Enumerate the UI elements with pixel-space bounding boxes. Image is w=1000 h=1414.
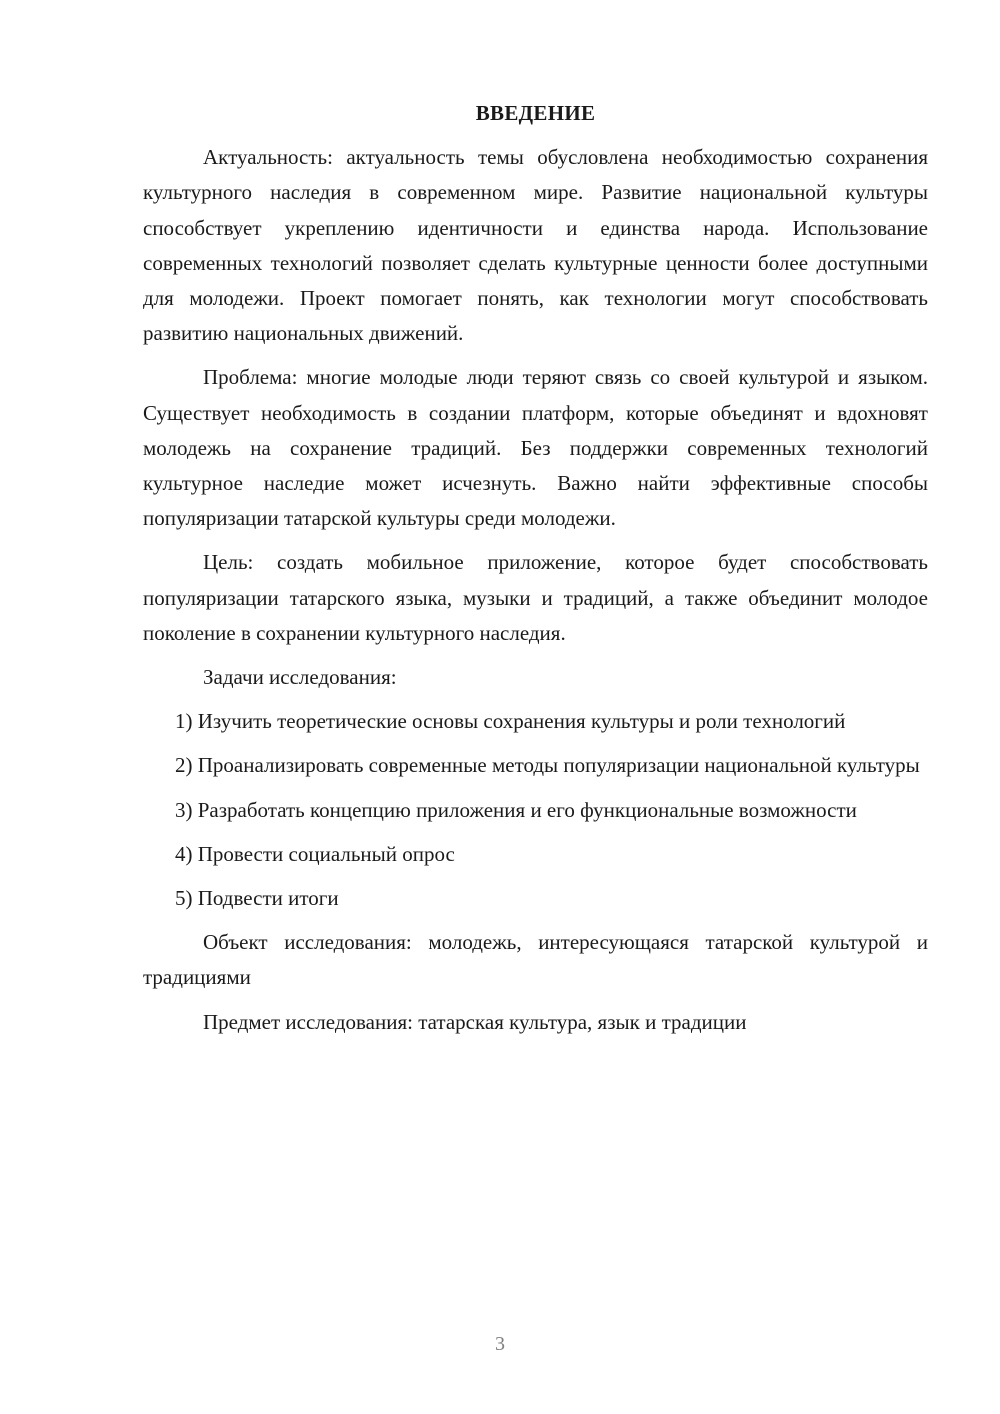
problem-paragraph: Проблема: многие молодые люди теряют связь со своей культурой и языком. Существует необходимость в создании платформ, которые объединят и вдохновят молодежь на сохранение традиций. Без поддержки современных технологий культурное наследие может исчезнуть. Важно найти эффективные способы популяризации татарской культуры среди молодежи. — [143, 365, 928, 531]
task-item-2: 2) Проанализировать современные методы популяризации национальной культуры — [175, 753, 920, 778]
document-title: ВВЕДЕНИЕ — [475, 101, 596, 125]
subject-paragraph: Предмет исследования: татарская культура, язык и традиции — [203, 1009, 747, 1034]
task-item-5: 5) Подвести итоги — [175, 886, 339, 911]
task-item-4: 4) Провести социальный опрос — [175, 841, 455, 866]
tasks-heading: Задачи исследования: — [203, 665, 397, 690]
object-paragraph: Объект исследования: молодежь, интересующаяся татарской культурой и традициями — [143, 930, 928, 990]
goal-paragraph: Цель: создать мобильное приложение, которое будет способствовать популяризации татарского языка, музыки и традиций, а также объединит молодое поколение в сохранении культурного наследия. — [143, 550, 928, 645]
relevance-paragraph: Актуальность: актуальность темы обусловлена необходимостью сохранения культурного наследия в современном мире. Развитие национальной культуры способствует укреплению идентичности и единства народа. Использование современных технологий позволяет сделать культурные ценности более доступными для молодежи. Проект помогает понять, как технологии могут способствовать развитию национальных движений. — [143, 145, 928, 346]
page-number: 3 — [495, 1333, 505, 1355]
document-body — [143, 96, 928, 1049]
task-item-3: 3) Разработать концепцию приложения и его функциональные возможности — [175, 797, 857, 822]
task-item-1: 1) Изучить теоретические основы сохранения культуры и роли технологий — [175, 709, 846, 734]
